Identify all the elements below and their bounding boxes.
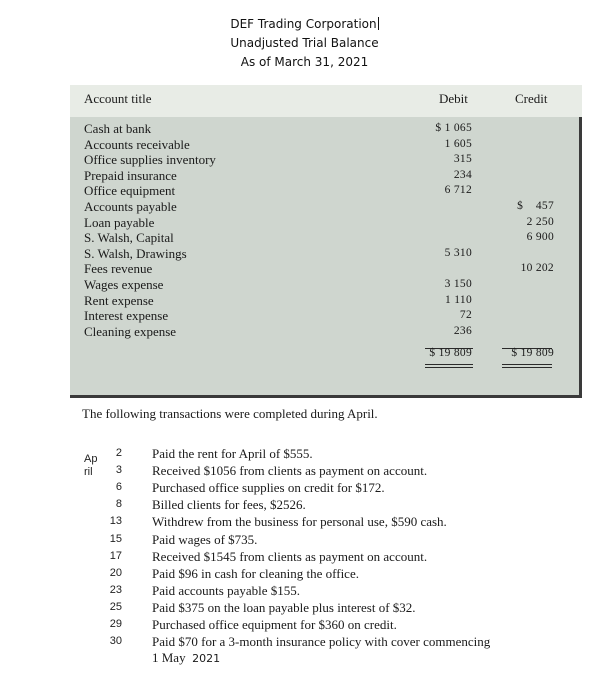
transaction-day: 13 — [109, 515, 122, 528]
debit-amount: 1 110 — [445, 293, 472, 306]
debit-amount: 3 150 — [444, 278, 472, 290]
account-name: Rent expense — [84, 292, 154, 308]
account-name: Cleaning expense — [84, 323, 177, 339]
account-name: Interest expense — [84, 308, 169, 324]
month-label: Ap ril — [84, 453, 98, 478]
transaction-day: 30 — [109, 635, 122, 648]
transaction-text: Paid $70 for a 3-month insurance policy with cover commencing — [152, 634, 491, 650]
debit-amount: 234 — [453, 168, 472, 181]
debit-amount: 236 — [453, 324, 472, 337]
transaction-text: Received $1545 from clients as payment on account. — [152, 548, 428, 564]
transaction-day: 2 — [115, 447, 122, 459]
credit-double-rule — [502, 364, 552, 368]
debit-amount: 315 — [453, 153, 472, 166]
transaction-day: 6 — [115, 481, 122, 494]
debit-amount: 6 712 — [444, 184, 472, 197]
debit-amount: $ 1 065 — [435, 122, 472, 134]
text-cursor — [378, 17, 379, 30]
account-name: Accounts payable — [84, 199, 177, 214]
account-name: Prepaid insurance — [84, 167, 177, 183]
transaction-text: Withdrew from the business for personal use, $590 cash. — [152, 514, 447, 530]
transaction-text: Purchased office equipment for $360 on credit. — [152, 617, 397, 632]
column-header-credit: Credit — [515, 91, 548, 106]
transaction-day: 8 — [115, 498, 122, 511]
debit-double-rule — [425, 364, 473, 368]
transaction-continuation: 1 May 2021 — [152, 650, 221, 665]
account-name: Accounts receivable — [84, 136, 190, 152]
transaction-day: 25 — [109, 600, 122, 613]
transaction-text: Received $1056 from clients as payment on account. — [152, 463, 428, 479]
credit-amount: 10 202 — [520, 262, 554, 275]
transactions-intro: The following transactions were completed during April. — [82, 406, 378, 421]
credit-total: $ 19 809 — [511, 347, 554, 359]
account-name: Office supplies inventory — [84, 152, 216, 168]
debit-amount: 72 — [459, 309, 472, 322]
transaction-text: Paid accounts payable $155. — [152, 582, 301, 598]
transaction-day: 23 — [109, 583, 122, 596]
account-name: Fees revenue — [84, 261, 153, 277]
account-name: Wages expense — [84, 277, 164, 292]
transaction-day: 20 — [109, 566, 122, 579]
account-name: S. Walsh, Capital — [84, 230, 174, 246]
report-date: As of March 31, 2021 — [240, 55, 369, 69]
company-name: DEF Trading Corporation — [230, 17, 377, 31]
transaction-day: 17 — [109, 549, 122, 562]
credit-amount: 6 900 — [526, 231, 554, 244]
transaction-text: Purchased office supplies on credit for $172. — [152, 480, 385, 496]
transaction-text: Billed clients for fees, $2526. — [152, 497, 306, 513]
trial-balance-scan — [70, 85, 582, 398]
report-title: Unadjusted Trial Balance — [230, 36, 379, 50]
transaction-text: Paid wages of $735. — [152, 531, 258, 547]
transaction-text: Paid the rent for April of $555. — [152, 446, 313, 461]
column-header-debit: Debit — [439, 91, 468, 106]
account-name: S. Walsh, Drawings — [84, 245, 187, 261]
credit-amount: $ 457 — [517, 200, 554, 212]
debit-amount: 1 605 — [444, 137, 472, 150]
transaction-day: 15 — [109, 532, 122, 545]
transaction-text: Paid $96 in cash for cleaning the office. — [152, 565, 359, 581]
credit-amount: 2 250 — [526, 215, 554, 228]
account-name: Cash at bank — [84, 121, 152, 136]
transaction-day: 3 — [115, 464, 122, 477]
debit-amount: 5 310 — [444, 246, 472, 259]
debit-total: $ 19 809 — [429, 347, 472, 359]
transaction-day: 29 — [109, 618, 122, 630]
account-name: Loan payable — [84, 214, 155, 230]
account-name: Office equipment — [84, 183, 176, 199]
column-header-account: Account title — [84, 91, 152, 106]
transaction-text: Paid $375 on the loan payable plus interest of $32. — [152, 599, 416, 615]
